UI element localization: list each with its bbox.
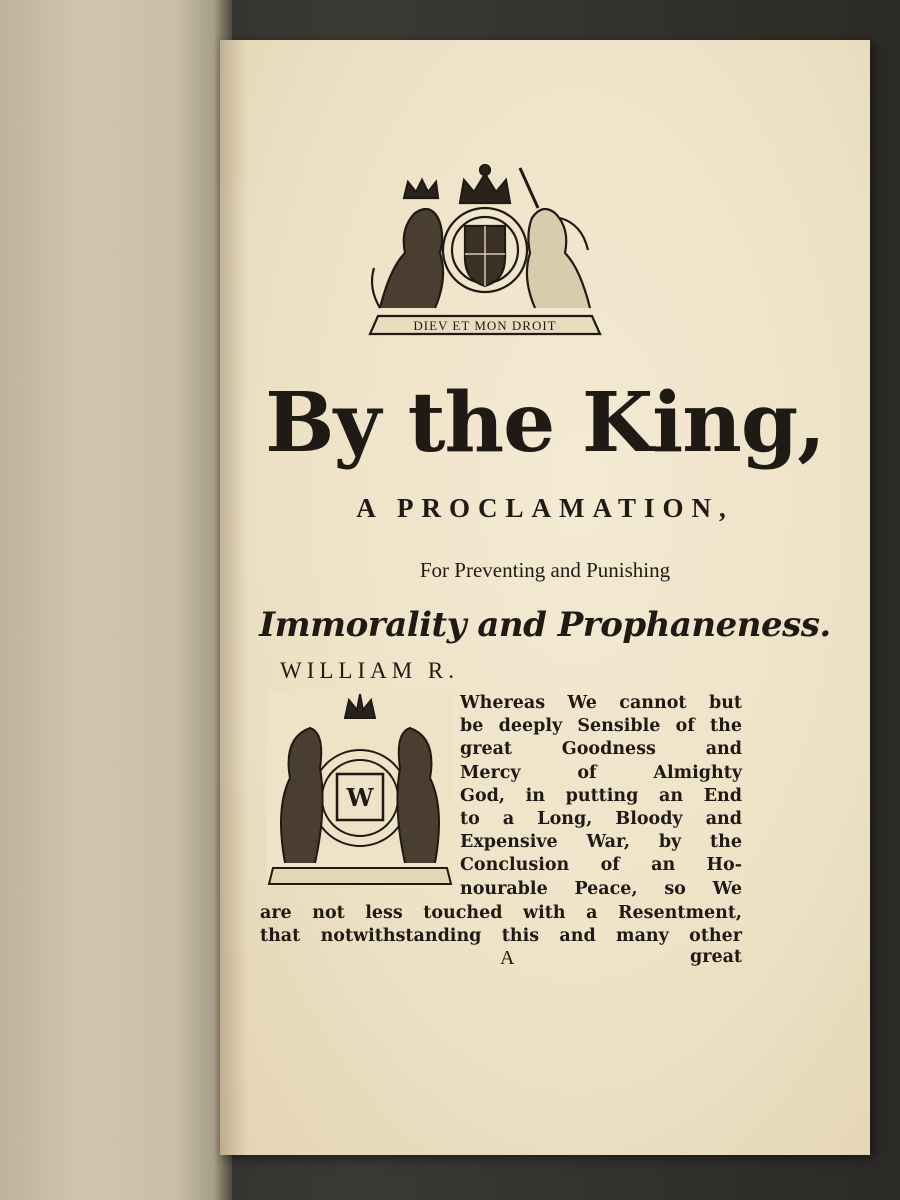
royal-coat-of-arms-icon (360, 158, 610, 343)
body-text-full (260, 902, 742, 948)
body-line: God, in putting an End (460, 785, 742, 806)
body-line: Expensive War, by the (460, 832, 742, 853)
initial-coat-of-arms-icon (265, 688, 455, 888)
body-line: nourable Peace, so We (460, 878, 742, 899)
body-text-right (460, 692, 742, 901)
body-line: be deeply Sensible of the (460, 716, 742, 737)
page-title: By the King, (265, 375, 825, 471)
body-line: are not less touched with a Resentment, (260, 903, 742, 923)
royal-signature: WILLIAM R. (280, 658, 460, 683)
body-line: that notwithstanding this and many other (260, 926, 742, 947)
signature-mark: A (500, 947, 515, 969)
subject-title: Immorality and Prophaneness. (259, 605, 831, 645)
body-line: Whereas We cannot but (460, 693, 742, 713)
drop-initial: W (346, 783, 374, 812)
body-line: to a Long, Bloody and (460, 809, 742, 830)
crest-motto: DIEV ET MON DROIT (413, 318, 557, 333)
right-page (220, 40, 870, 1155)
body-line: great Goodness and (460, 739, 742, 760)
body-line: Conclusion of an Ho- (460, 855, 742, 876)
subject-intro: For Preventing and Punishing (419, 558, 671, 582)
catchword: great (689, 947, 742, 967)
left-page (0, 0, 232, 1200)
body-line: Mercy of Almighty (460, 762, 742, 783)
proclamation-heading: A PROCLAMATION, (356, 493, 734, 523)
